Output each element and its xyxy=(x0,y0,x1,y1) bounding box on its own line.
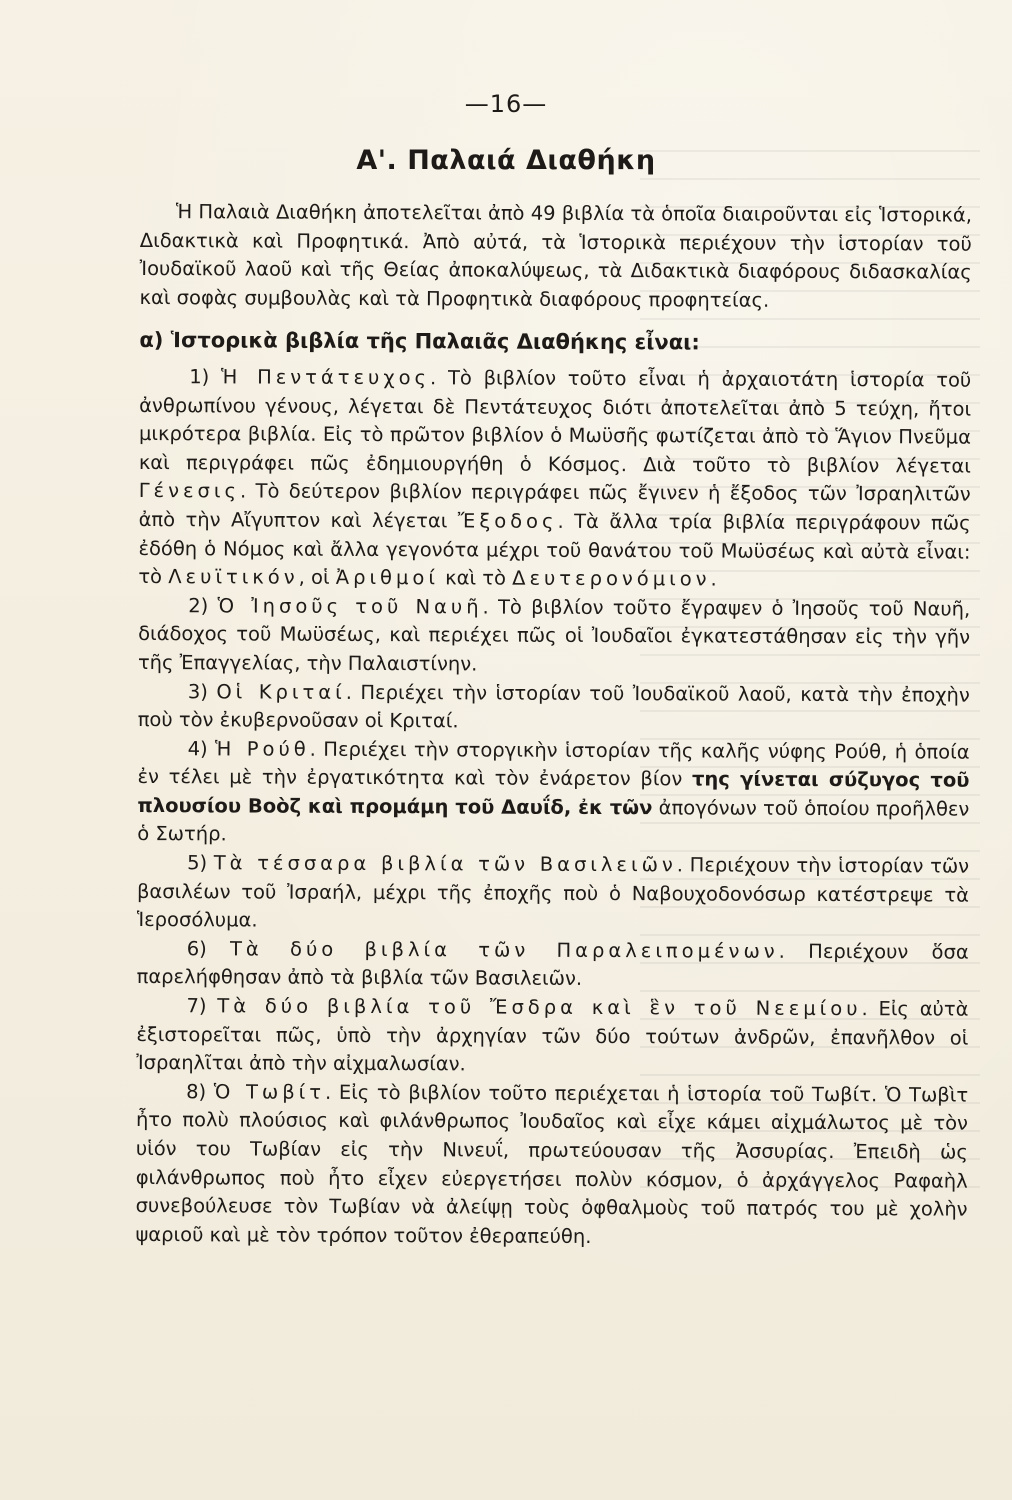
item-text: . Τὸ δεύτερον βιβλίον περιγράφει πῶς ἔγινεν ἡ ἔξοδος τῶν Ἰσραηλιτῶν ἀπὸ τὴν Αἴγυπτον καὶ λέγεται xyxy=(138,479,971,533)
item-text: . Τὸ βιβλίον τοῦτο ἔγραψεν ὁ Ἰησοῦς τοῦ Ναυῆ, διάδοχος τοῦ Μωϋσέως, καὶ περιέχει πῶς οἱ Ἰουδαῖοι ἐγκατεστάθησαν εἰς τὴν γῆν τῆς Ἐπαγγελίας, τὴν Παλαιστίνην. xyxy=(137,595,971,676)
item-number: 3) xyxy=(187,679,217,703)
list-item xyxy=(137,935,969,996)
subheading: α) Ἱστορικὰ βιβλία τῆς Παλαιᾶς Διαθήκης εἶναι: xyxy=(139,328,700,355)
book-title: Δευτερονόμιον xyxy=(512,566,711,591)
emphasized-text: της γίνεται σύζυγος τοῦ πλουσίου Βοὸζ καὶ προμάμη τοῦ Δαυΐδ, ἐκ τῶν xyxy=(137,767,970,820)
item-text: . xyxy=(710,567,717,591)
item-number: 6) xyxy=(186,937,231,961)
list-item xyxy=(136,992,968,1081)
item-text: ἀπογόνων τοῦ ὁποίου προῆλθεν ὁ Σωτήρ. xyxy=(137,796,970,846)
book-title: Τὰ δύο βιβλία τῶν Παραλειπομένων xyxy=(229,937,779,963)
list-item xyxy=(138,592,970,681)
list-item xyxy=(137,735,969,853)
item-text: . Τὰ ἄλλα τρία βιβλία περιγράφουν πῶς ἐδόθη ὁ Νόμος καὶ ἄλλα γεγονότα μέχρι τοῦ θανάτου τοῦ Μωϋσέως καὶ αὐτὰ εἶναι: τὸ xyxy=(138,509,971,589)
intro-paragraph: Ἡ Παλαιὰ Διαθήκη ἀποτελεῖται ἀπὸ 49 βιβλία τὰ ὁποῖα διαιροῦνται εἰς Ἱστορικά, Διδακτικὰ καὶ Προφητικά. Ἀπὸ αὐτά, τὰ Ἱστορικὰ περιέχουν τὴν ἱστορίαν τοῦ Ἰουδαϊκοῦ λαοῦ καὶ τῆς Θείας ἀποκαλύψεως, τὰ Διδακτικὰ διαφόρους διδασκαλίας καὶ σοφὰς συμβουλὰς καὶ τὰ Προφητικὰ διαφόρους προφητείας. xyxy=(139,200,972,312)
book-title: Τὰ δύο βιβλία τοῦ Ἔσδρα καὶ ἓν τοῦ Νεεμίου xyxy=(217,994,862,1021)
item-text: . Περιέχει τὴν ἱστορίαν τοῦ Ἰουδαϊκοῦ λαοῦ, κατὰ τὴν ἐποχὴν ποὺ τὸν ἐκυβερνοῦσαν οἱ Κριταί. xyxy=(137,680,970,733)
item-text: . Περιέχουν ὅσα παρελήφθησαν ἀπὸ τὰ βιβλία τῶν Βασιλειῶν. xyxy=(136,939,969,991)
list-item xyxy=(135,1078,968,1253)
list-item xyxy=(137,849,969,938)
item-text: . Εἰς αὐτὰ ἐξιστορεῖται πῶς, ὑπὸ τὴν ἀρχηγίαν τῶν δύο τούτων ἀνδρῶν, ἐπανῆλθον οἱ Ἰσραηλῖται ἀπὸ τὴν αἰχμαλωσίαν. xyxy=(136,997,969,1076)
item-number: 2) xyxy=(188,593,218,618)
page-number: —16— xyxy=(464,90,548,118)
book-title: Ἔξοδος xyxy=(457,509,558,533)
book-title: Ἡ Πεντάτευχος xyxy=(220,365,431,390)
book-title: Ἡ Ρούθ xyxy=(215,737,310,761)
item-text: . Τὸ βιβλίον τοῦτο εἶναι ἡ ἀρχαιοτάτη ἱστορία τοῦ ἀνθρωπίνου γένους, λέγεται δὲ Πεντάτευχος διότι ἀποτελεῖται ἀπὸ 5 τεύχη, ἤτοι μικρότερα βιβλία. Εἰς τὸ πρῶτον βιβλίον ὁ Μωϋσῆς φωτίζεται ἀπὸ τὸ Ἅγιον Πνεῦμα καὶ περιγράφει πῶς ἐδημιουργήθη ὁ Κόσμος. Διὰ τοῦτο τὸ βιβλίον λέγεται xyxy=(138,366,972,478)
item-number: 4) xyxy=(187,736,216,761)
book-title: Ὁ Τωβίτ xyxy=(213,1080,326,1104)
body-text xyxy=(135,198,972,1253)
book-title: Τὰ τέσσαρα βιβλία τῶν Βασιλειῶν xyxy=(213,851,677,877)
item-number: 5) xyxy=(187,851,214,875)
section-heading: Α'. Παλαιά Διαθήκη xyxy=(356,145,656,176)
book-title: Γένεσις xyxy=(138,479,241,503)
list-item xyxy=(138,677,970,738)
item-text: . Εἰς τὸ βιβλίον τοῦτο περιέχεται ἡ ἱστορία τοῦ Τωβίτ. Ὁ Τωβὶτ ἦτο πολὺ πλούσιος καὶ φιλάνθρωπος Ἰουδαῖος καὶ εἶχε κάμει αἰχμάλωτος μὲ τὸν υἱόν του Τωβίαν εἰς τὴν Νινευΐ, πρωτεύουσαν τῆς Ἀσσυρίας. Ἐπειδὴ ὡς φιλάνθρωπος ποὺ ἦτο εἶχεν εὐεργετήσει πολὺν κόσμον, ὁ ἀρχάγγελος Ραφαὴλ συνεβούλευσε τὸν Τωβίαν νὰ ἀλείψῃ τοὺς ὀφθαλμοὺς τοῦ πατρός του μὲ χολὴν ψαριοῦ καὶ μὲ τὸν τρόπον τοῦτον ἐθεραπεύθη. xyxy=(135,1080,969,1248)
book-title: Ἀριθμοί xyxy=(335,565,440,590)
book-title: Λευϊτικόν xyxy=(168,565,299,589)
item-number: 1) xyxy=(189,365,222,389)
item-text: , οἱ xyxy=(298,565,336,589)
book-list xyxy=(135,363,971,1253)
book-title: Ὁ Ἰησοῦς τοῦ Ναυῆ xyxy=(217,594,483,619)
book-title: Οἱ Κριταί xyxy=(216,679,346,704)
item-text: καὶ τὸ xyxy=(438,566,513,590)
item-text: . Περιέχουν τὴν ἱστορίαν τῶν βασιλέων τοῦ Ἰσραήλ, μέχρι τῆς ἐποχῆς ποὺ ὁ Ναβουχοδονόσωρ κατέστρεψε τὰ Ἱεροσόλυμα. xyxy=(136,853,970,932)
item-number: 7) xyxy=(186,994,218,1018)
item-text: . Περιέχει τὴν στοργικὴν ἱστορίαν τῆς καλῆς νύφης Ρούθ, ἡ ὁποία ἐν τέλει μὲ τὴν ἐργατικότητα καὶ τὸν ἐνάρετον βίον xyxy=(137,737,970,791)
item-number: 8) xyxy=(186,1080,214,1104)
list-item xyxy=(138,363,971,595)
